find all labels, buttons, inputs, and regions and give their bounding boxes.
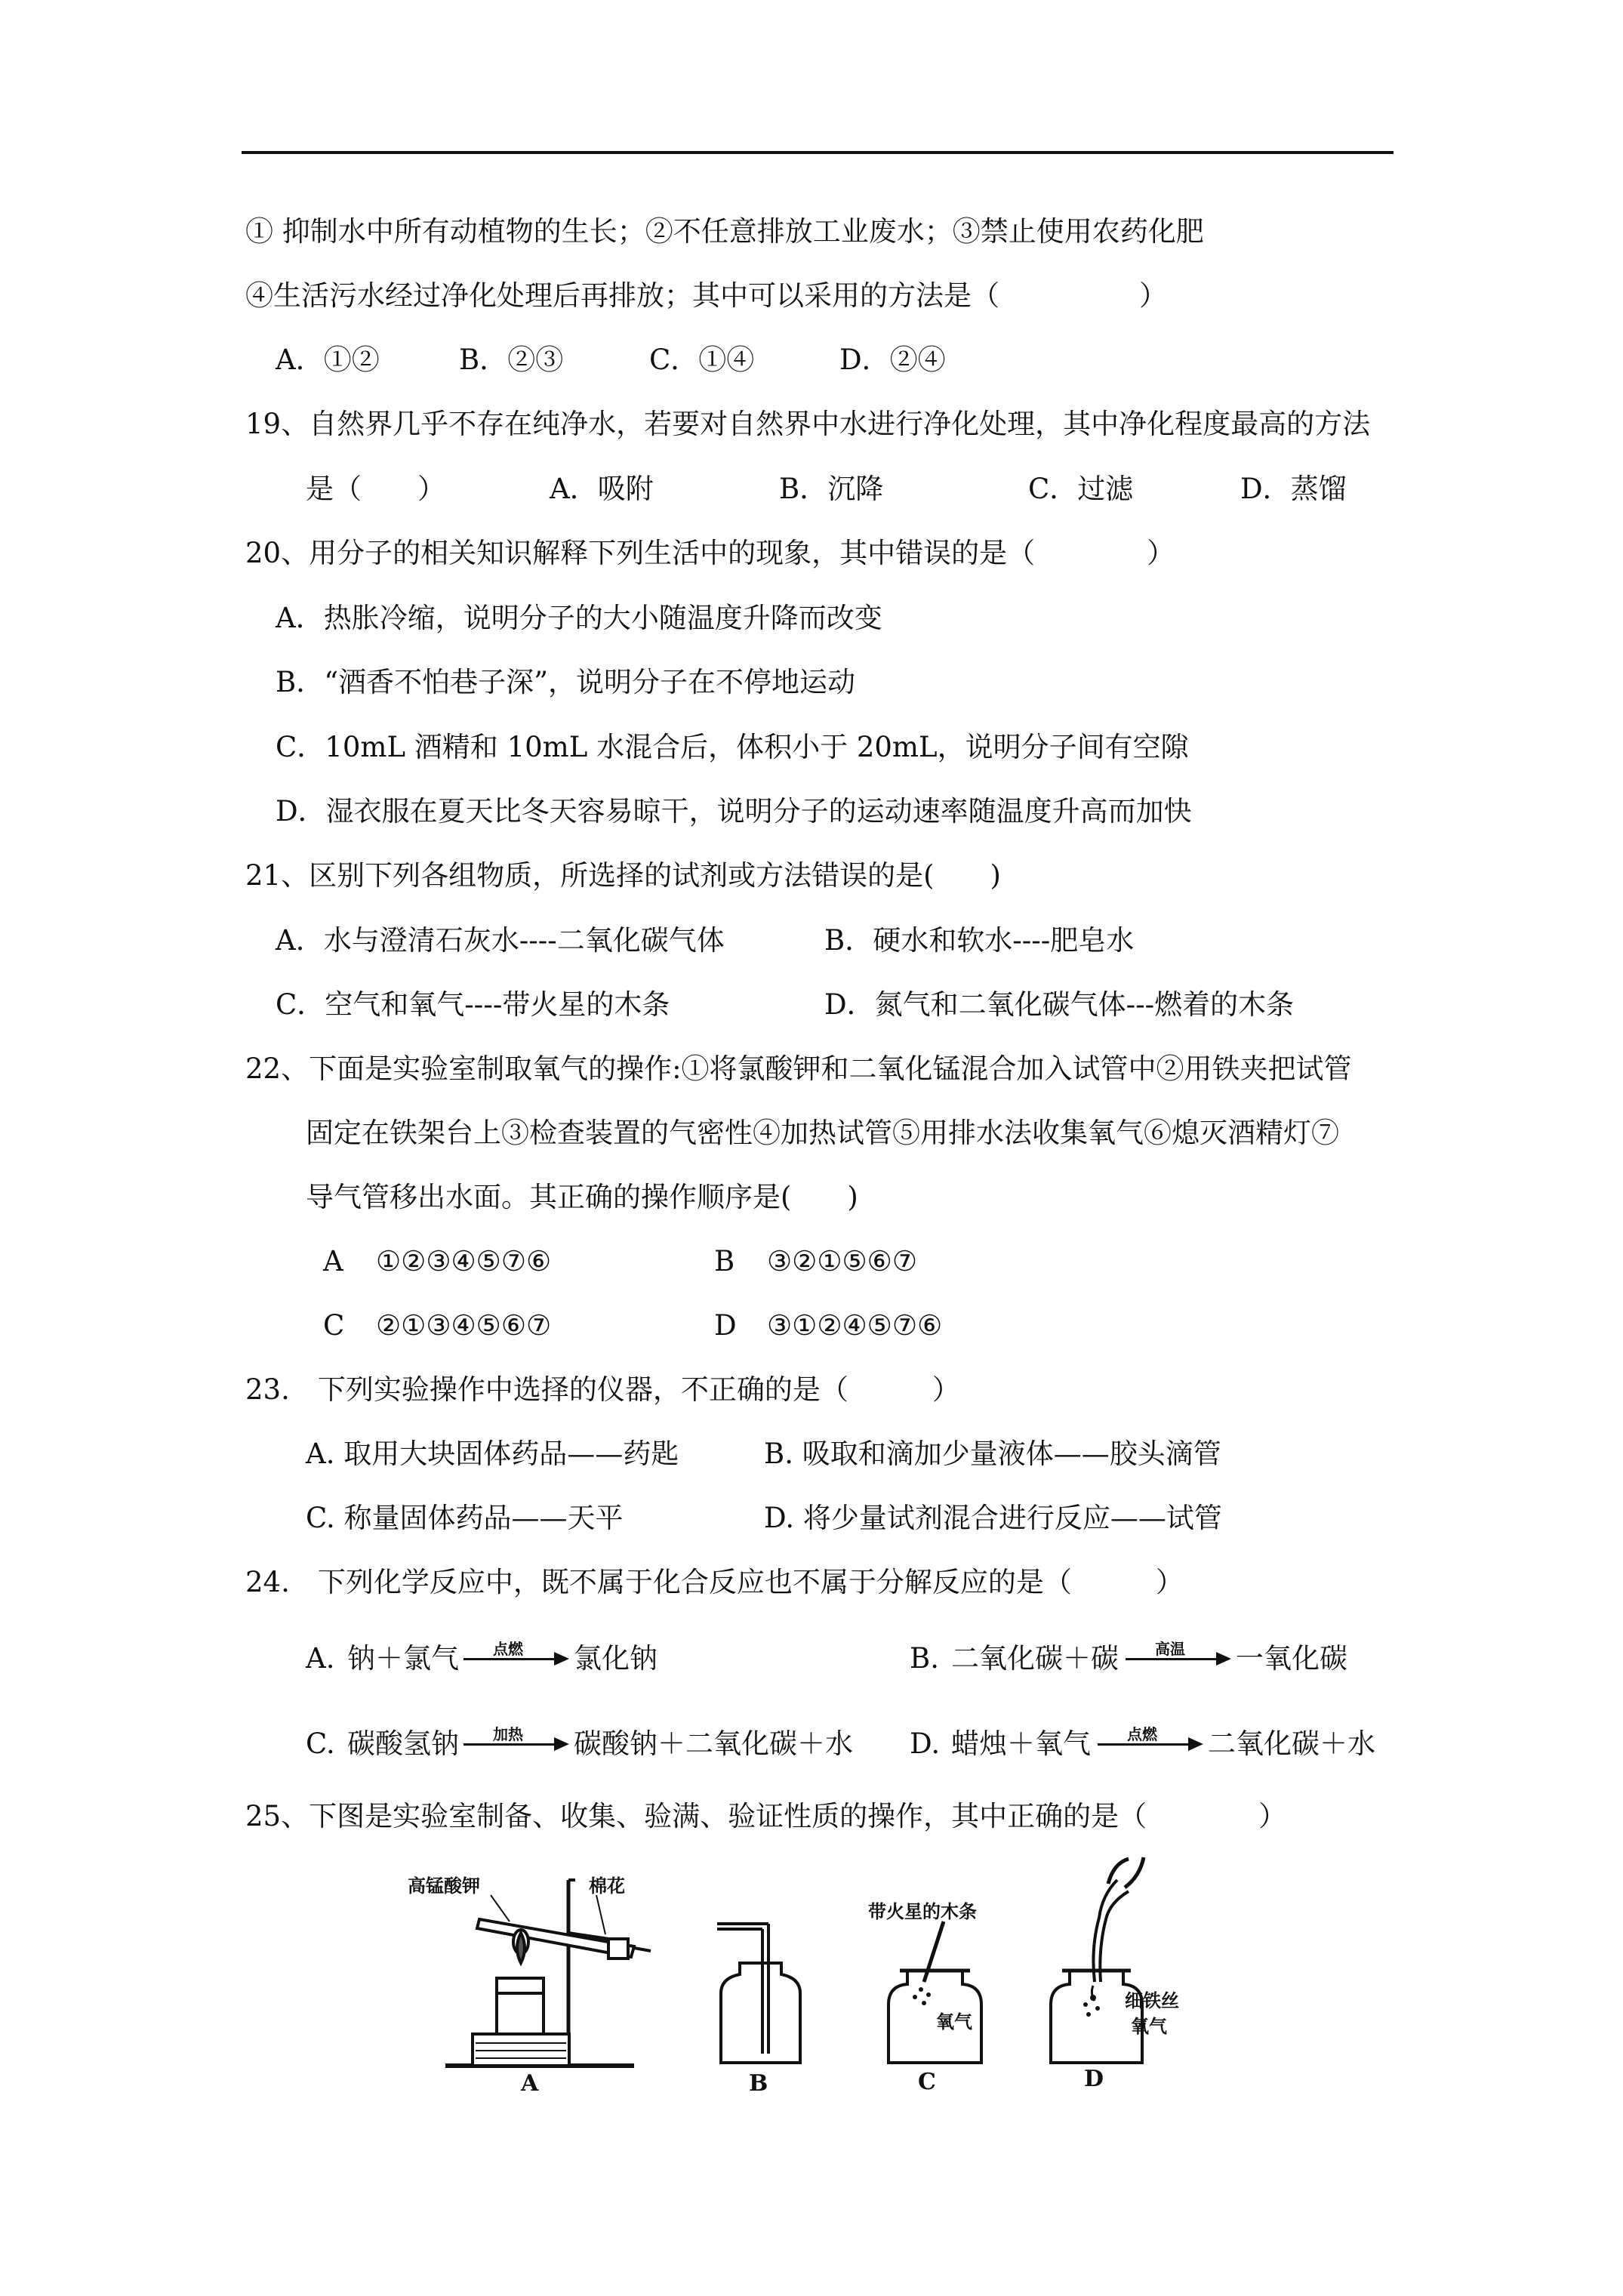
q20-option-d: D．湿衣服在夏天比冬天容易晾干，说明分子的运动速率随温度升高而加快 <box>276 795 1192 827</box>
q25-figure <box>408 1850 1276 2099</box>
q21-option-a: A．水与澄清石灰水----二氧化碳气体 <box>276 924 725 957</box>
q23-option-c: C. 称量固体药品——天平 <box>306 1502 624 1534</box>
q24-stem: 24. 下列化学反应中，既不属于化合反应也不属于分解反应的是（ ） <box>245 1566 1184 1598</box>
q22-option-a-letter: A <box>323 1245 343 1277</box>
intro-line-1: ① 抑制水中所有动植物的生长；②不任意排放工业废水；③禁止使用农药化肥 <box>245 215 1204 248</box>
intro-option-b: B．②③ <box>459 344 564 376</box>
q24-c-label: C. <box>306 1727 335 1760</box>
q19-stem-2: 是（ ） <box>306 473 445 505</box>
q24-a-condition: 点燃 <box>493 1640 523 1658</box>
q23-stem: 23. 下列实验操作中选择的仪器，不正确的是（ ） <box>245 1373 960 1406</box>
q24-a-products: 氯化钠 <box>574 1642 658 1675</box>
q24-b-reactants: 二氧化碳＋碳 <box>951 1642 1119 1675</box>
intro-option-d: D．②④ <box>839 344 946 376</box>
header-rule <box>242 151 1394 154</box>
q22-line-2: 固定在铁架台上③检查装置的气密性④加热试管⑤用排水法收集氧气⑥熄灭酒精灯⑦ <box>306 1117 1339 1149</box>
q23-option-a: A. 取用大块固体药品——药匙 <box>306 1438 679 1470</box>
figure-letter-b: B <box>749 2070 768 2097</box>
q24-a-reactants: 钠＋氯气 <box>347 1642 459 1675</box>
q22-line-3: 导气管移出水面。其正确的操作顺序是( ) <box>306 1181 858 1213</box>
q22-line-1: 22、下面是实验室制取氧气的操作:①将氯酸钾和二氧化锰混合加入试管中②用铁夹把试管 <box>245 1052 1352 1085</box>
arrow-head-icon <box>554 1737 569 1751</box>
label-glowing-splint: 带火星的木条 <box>868 1901 977 1922</box>
q24-c-condition: 加热 <box>493 1725 523 1743</box>
q23-option-d: D. 将少量试剂混合进行反应——试管 <box>764 1502 1222 1534</box>
q24-b-arrow <box>1126 1637 1231 1667</box>
q22-option-b-text: ③②①⑤⑥⑦ <box>767 1245 918 1277</box>
q25-apparatus-drawing <box>408 1850 1276 2099</box>
q24-d-reactants: 蜡烛＋氧气 <box>951 1727 1091 1760</box>
figure-letter-d: D <box>1084 2066 1104 2092</box>
figure-letter-a: A <box>521 2070 539 2097</box>
q24-d-products: 二氧化碳＋水 <box>1208 1727 1375 1760</box>
q22-option-b-letter: B <box>714 1245 735 1277</box>
q21-option-d: D．氮气和二氧化碳气体---燃着的木条 <box>824 988 1295 1021</box>
q24-b-condition: 高温 <box>1155 1640 1185 1658</box>
q24-b-products: 一氧化碳 <box>1236 1642 1347 1675</box>
arrow-shaft <box>1098 1743 1194 1746</box>
label-iron-wire: 细铁丝 <box>1125 1990 1179 2011</box>
q24-d-label: D. <box>910 1727 941 1760</box>
arrow-head-icon <box>554 1652 569 1666</box>
intro-option-c: C．①④ <box>649 344 755 376</box>
q22-option-a-text: ①②③④⑤⑦⑥ <box>376 1245 552 1277</box>
label-oxygen-d: 氧气 <box>1131 2016 1167 2037</box>
q24-c-arrow <box>463 1722 569 1752</box>
q19-option-a: A．吸附 <box>550 473 654 505</box>
q20-option-a: A．热胀冷缩，说明分子的大小随温度升降而改变 <box>276 602 882 634</box>
q20-option-b: B．“酒香不怕巷子深”，说明分子在不停地运动 <box>276 666 856 698</box>
q19-option-b: B．沉降 <box>779 473 884 505</box>
arrow-shaft <box>463 1743 560 1746</box>
q24-a-arrow <box>463 1637 569 1667</box>
intro-line-2: ④生活污水经过净化处理后再排放；其中可以采用的方法是（ ） <box>245 279 1167 312</box>
figure-letter-c: C <box>918 2069 936 2095</box>
q23-option-b: B. 吸取和滴加少量液体——胶头滴管 <box>764 1438 1221 1470</box>
q24-b-label: B. <box>910 1642 939 1675</box>
q24-d-condition: 点燃 <box>1127 1725 1157 1743</box>
arrow-shaft <box>1126 1658 1222 1660</box>
arrow-shaft <box>463 1658 560 1660</box>
q24-d-arrow <box>1098 1722 1203 1752</box>
q22-option-c-letter: C <box>323 1309 345 1342</box>
q21-option-b: B．硬水和软水----肥皂水 <box>824 924 1135 957</box>
q19-line-1: 19、自然界几乎不存在纯净水，若要对自然界中水进行净化处理，其中净化程度最高的方法 <box>245 408 1371 440</box>
q20-stem: 20、用分子的相关知识解释下列生活中的现象，其中错误的是（ ） <box>245 537 1175 569</box>
label-cotton: 棉花 <box>589 1875 625 1897</box>
label-kmno4: 高锰酸钾 <box>408 1875 480 1897</box>
q21-stem: 21、区别下列各组物质，所选择的试剂或方法错误的是( ) <box>245 859 1001 892</box>
q24-a-label: A. <box>306 1642 335 1675</box>
arrow-head-icon <box>1216 1652 1231 1666</box>
label-oxygen-c: 氧气 <box>936 2011 972 2032</box>
q22-option-c-text: ②①③④⑤⑥⑦ <box>376 1309 552 1342</box>
q19-option-c: C．过滤 <box>1028 473 1134 505</box>
q21-option-c: C．空气和氧气----带火星的木条 <box>276 988 670 1021</box>
q19-option-d: D．蒸馏 <box>1240 473 1347 505</box>
arrow-head-icon <box>1188 1737 1203 1751</box>
q22-option-d-text: ③①②④⑤⑦⑥ <box>767 1309 943 1342</box>
q25-stem: 25、下图是实验室制备、收集、验满、验证性质的操作，其中正确的是（ ） <box>245 1800 1287 1832</box>
q20-option-c: C．10mL 酒精和 10mL 水混合后，体积小于 20mL，说明分子间有空隙 <box>276 731 1189 763</box>
intro-option-a: A．①② <box>276 344 380 376</box>
q24-c-products: 碳酸钠＋二氧化碳＋水 <box>574 1727 853 1760</box>
q24-c-reactants: 碳酸氢钠 <box>347 1727 459 1760</box>
q22-option-d-letter: D <box>714 1309 737 1342</box>
